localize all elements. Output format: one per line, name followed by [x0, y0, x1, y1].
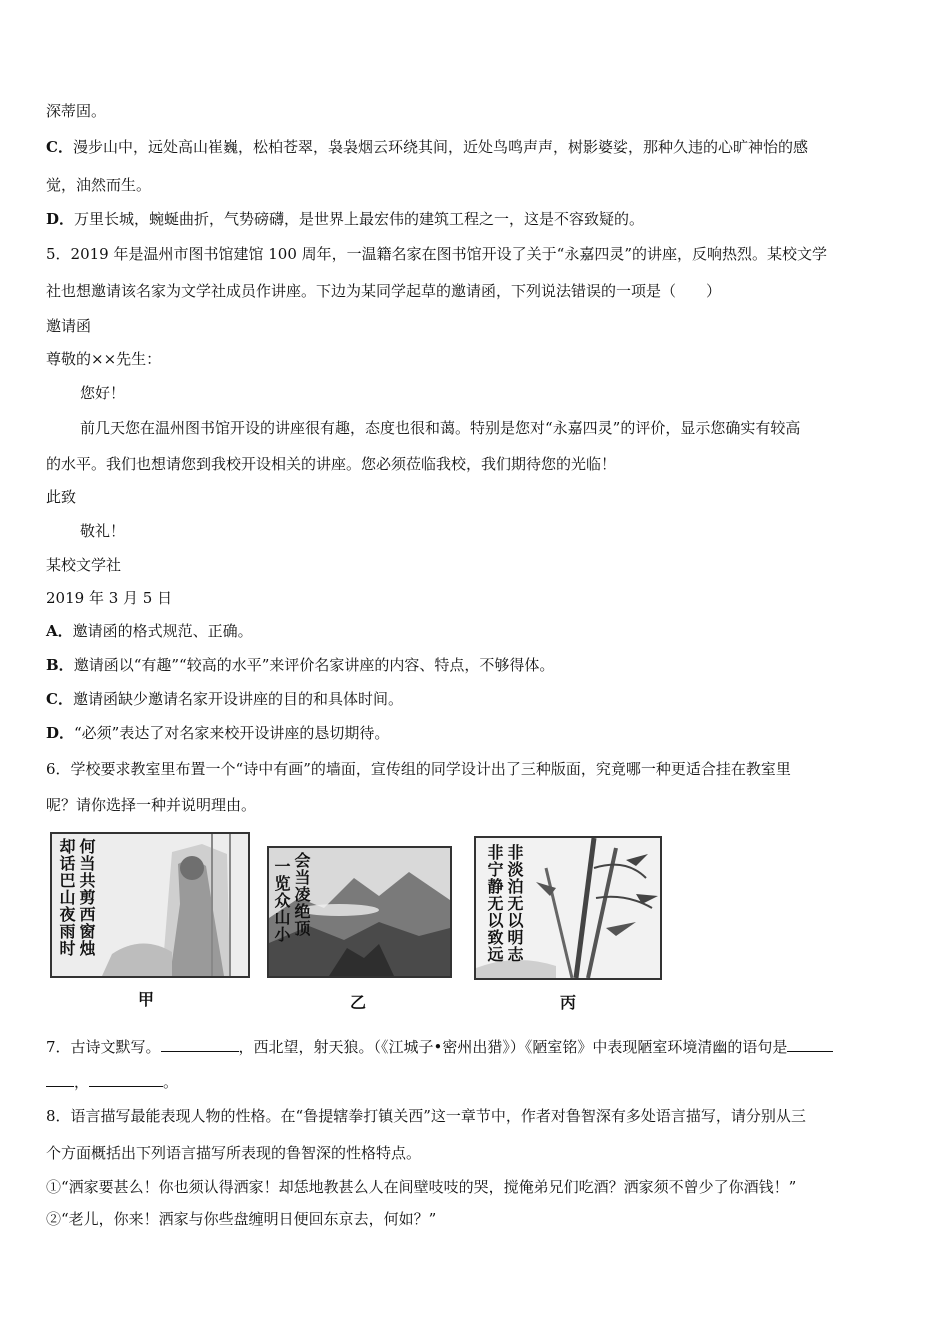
option-text: 邀请函缺少邀请名家开设讲座的目的和具体时间。	[72, 690, 403, 708]
poster-jia	[50, 832, 250, 978]
question-7-prompt: 7．古诗文默写。	[46, 1038, 161, 1056]
option-d	[46, 209, 644, 229]
option-text: 漫步山中，远处高山崔巍，松柏苍翠，袅袅烟云环绕其间，近处鸟鸣声声，树影婆娑，那种久违的心旷神怡的感	[72, 138, 808, 156]
letter-closing: 此致	[46, 488, 77, 506]
option-text: 邀请函以“有趣”“较高的水平”来评价名家讲座的内容、特点，不够得体。	[73, 656, 555, 674]
question-8-line1: 8．语言描写最能表现人物的性格。在“鲁提辖拳打镇关西”这一章节中，作者对鲁智深有多处语言描写，请分别从三	[46, 1107, 806, 1125]
option-c	[46, 689, 403, 709]
poster-yi	[267, 846, 452, 978]
caption-jia: 甲	[138, 990, 155, 1009]
answer-blank[interactable]	[89, 1072, 163, 1087]
poster-bing-line2: 非宁静无以致远	[485, 844, 504, 963]
question-5-line2: 社也想邀请该名家为文学社成员作讲座。下边为某同学起草的邀请函，下列说法错误的一项是（ ）	[46, 282, 722, 300]
option-label: D．	[46, 724, 75, 742]
option-label: D．	[46, 210, 75, 228]
option-label: C．	[46, 690, 73, 708]
quote-1: ①“洒家要甚么！你也须认得洒家！却恁地教甚么人在间壁吱吱的哭，搅俺弟兄们吃酒？洒家须不曾少了你酒钱！”	[46, 1178, 797, 1196]
option-a	[46, 621, 253, 641]
option-d	[46, 723, 389, 743]
letter-sender: 某校文学社	[46, 556, 122, 574]
question-7-line2	[46, 1072, 178, 1092]
question-6-line1: 6．学校要求教室里布置一个“诗中有画”的墙面，宣传组的同学设计出了三种版面，究竟哪一种更适合挂在教室里	[46, 760, 791, 778]
option-b	[46, 655, 554, 675]
poster-yi-line1: 会当凌绝顶	[292, 852, 311, 937]
poster-bing-line1: 非淡泊无以明志	[505, 844, 524, 963]
question-8-line2: 个方面概括出下列语言描写所表现的鲁智深的性格特点。	[46, 1144, 422, 1162]
letter-regards: 敬礼！	[80, 522, 126, 540]
quote-2: ②“老儿，你来！洒家与你些盘缠明日便回东京去，何如？”	[46, 1210, 437, 1228]
separator: ，	[74, 1073, 90, 1091]
question-5-line1: 5．2019 年是温州市图书馆建馆 100 周年，一温籍名家在图书馆开设了关于“永嘉四灵”的讲座，反响热烈。某校文学	[46, 245, 827, 263]
text-line: 深蒂固。	[46, 102, 107, 120]
answer-blank[interactable]	[161, 1037, 239, 1052]
question-7-line1	[46, 1037, 833, 1057]
text-line: 觉，油然而生。	[46, 176, 152, 194]
poster-bing	[474, 836, 662, 980]
caption-bing: 丙	[560, 993, 577, 1012]
caption-yi: 乙	[350, 993, 367, 1012]
letter-salutation: 尊敬的××先生：	[46, 350, 162, 368]
letter-greeting: 您好！	[80, 384, 126, 402]
letter-body-line2: 的水平。我们也想请您到我校开设相关的讲座。您必须莅临我校，我们期待您的光临！	[46, 455, 617, 473]
option-text: 万里长城，蜿蜒曲折，气势磅礴，是世界上最宏伟的建筑工程之一，这是不容致疑的。	[74, 210, 645, 228]
letter-title: 邀请函	[46, 317, 92, 335]
period: 。	[163, 1073, 179, 1091]
option-c	[46, 137, 808, 157]
answer-blank[interactable]	[787, 1037, 833, 1052]
poster-yi-line2: 一览众山小	[272, 858, 291, 943]
option-text: 邀请函的格式规范、正确。	[72, 622, 253, 640]
question-6-line2: 呢？请你选择一种并说明理由。	[46, 796, 257, 814]
option-label: A．	[46, 622, 73, 640]
option-label: C．	[46, 138, 73, 156]
poster-jia-line1: 何当共剪西窗烛	[77, 838, 96, 957]
poster-jia-line2: 却话巴山夜雨时	[57, 838, 76, 957]
question-7-text: ，西北望，射天狼。（《江城子•密州出猎》）《陋室铭》中表现陋室环境清幽的语句是	[238, 1038, 788, 1056]
letter-date: 2019 年 3 月 5 日	[46, 589, 173, 607]
option-label: B．	[46, 656, 74, 674]
option-text: “必须”表达了对名家来校开设讲座的恳切期待。	[74, 724, 390, 742]
answer-blank[interactable]	[46, 1072, 74, 1087]
letter-body-line1: 前几天您在温州图书馆开设的讲座很有趣，态度也很和蔼。特别是您对“永嘉四灵”的评价，显示您确实有较高	[80, 419, 801, 437]
